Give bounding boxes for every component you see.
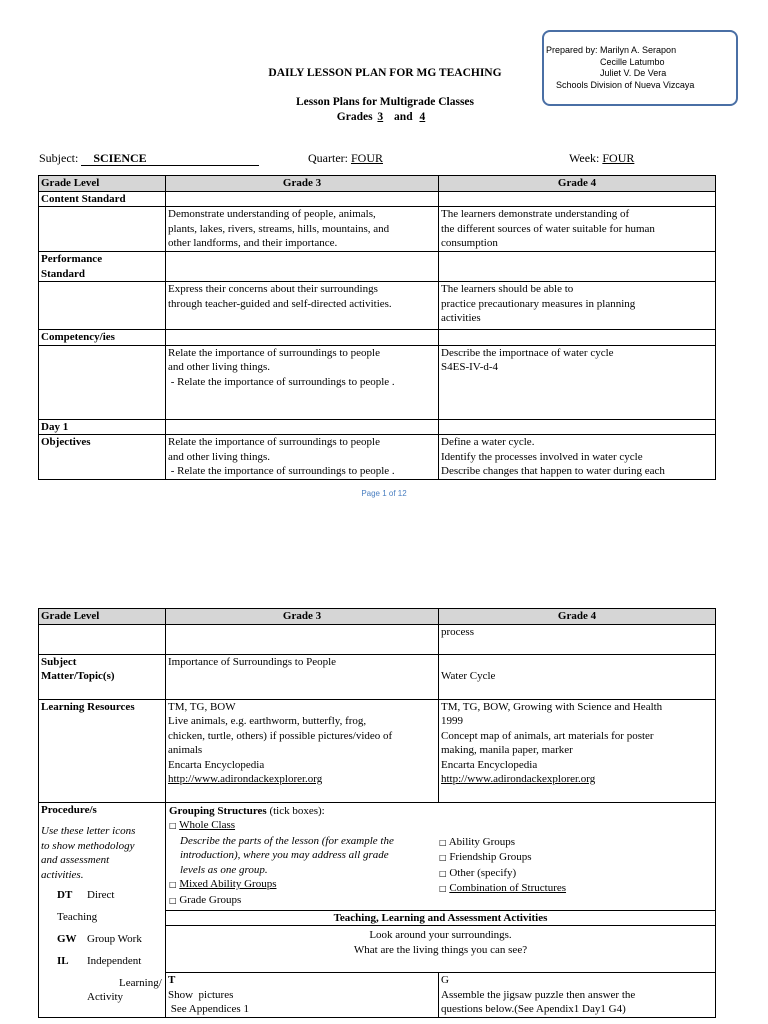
grades-line	[150, 110, 620, 125]
checkbox-whole-class[interactable]: □ Whole Class	[169, 819, 236, 831]
prepared-by-line: Cecille Latumbo	[600, 56, 665, 67]
quarter-field	[308, 151, 383, 166]
week-field	[569, 151, 634, 166]
resource-link[interactable]: http://www.adirondackexplorer.org	[441, 773, 596, 785]
checkbox-other[interactable]: □ Other (specify)	[439, 866, 517, 879]
resource-link[interactable]: http://www.adirondackexplorer.org	[168, 773, 323, 785]
lesson-plan-table-2	[38, 608, 716, 1018]
checkbox-friendship-groups[interactable]: □ Friendship Groups	[439, 851, 532, 863]
document-title: DAILY LESSON PLAN FOR MG TEACHING	[268, 67, 502, 79]
col-grade-3: Grade 3	[166, 176, 439, 192]
prepared-by-line: Prepared by: Marilyn A. Serapon	[546, 45, 677, 55]
quarter-value: FOUR	[350, 151, 383, 165]
page-number: Page 1 of 12	[361, 489, 407, 498]
prepared-by-line: Schools Division of Nueva Vizcaya	[556, 79, 695, 90]
objectives-g3: Relate the importance of surroundings to people and other living things. - Relate the importance of surroundings to people .	[166, 435, 439, 480]
objectives-g4-continued: process	[439, 624, 716, 654]
checkbox-grade-groups[interactable]: □ Grade Groups	[169, 893, 242, 906]
performance-standard-g3: Express their concerns about their surroundings through teacher-guided and self-directed activities.	[166, 282, 439, 330]
competency-g3: Relate the importance of surroundings to people and other living things. - Relate the importance of surroundings to people .	[166, 345, 439, 419]
checkbox-mixed-ability[interactable]: □ Mixed Ability Groups	[169, 878, 277, 890]
tla-intro: Look around your surroundings. What are the living things you can see?	[166, 926, 716, 973]
col-grade-4: Grade 4	[439, 176, 716, 192]
activity-g4: G Assemble the jigsaw puzzle then answer the questions below.(See Apendix1 Day1 G4)	[439, 973, 716, 1018]
objectives-g4: Define a water cycle. Identify the processes involved in water cycle Describe changes that happen to water during each	[439, 435, 716, 480]
procedure-label: Procedure/s	[41, 803, 97, 816]
content-standard-g4: The learners demonstrate understanding of the different sources of water suitable for human consumption	[439, 207, 716, 252]
week-value: FOUR	[602, 151, 635, 165]
col-grade-3: Grade 3	[166, 609, 439, 625]
subject-matter-label: Subject Matter/Topic(s)	[39, 654, 166, 699]
lesson-plan-table-1	[38, 175, 716, 480]
checkbox-combination[interactable]: □ Combination of Structures	[439, 882, 567, 894]
procedure-cell	[39, 802, 166, 1018]
procedure-note: Use these letter icons to show methodology and assessment activities.	[41, 825, 136, 881]
competency-g4: Describe the importnace of water cycle S4ES-IV-d-4	[439, 345, 716, 419]
grade-a: 3	[377, 111, 384, 123]
learning-resources-label: Learning Resources	[39, 699, 166, 802]
performance-standard-label: Performance Standard	[39, 252, 166, 282]
competency-label: Competency/ies	[39, 330, 166, 346]
week-label: Week:	[569, 151, 600, 165]
checkbox-ability-groups[interactable]: □ Ability Groups	[439, 835, 516, 848]
learning-resources-g3: TM, TG, BOW Live animals, e.g. earthworm, butterfly, frog, chicken, turtle, others) if possible pictures/video of animals Encarta Encyclopedia http://www.adirondackexplorer.org	[166, 699, 439, 802]
prepared-by-line: Juliet V. De Vera	[600, 68, 667, 78]
objectives-label: Objectives	[39, 435, 166, 480]
subject-value: SCIENCE	[81, 152, 259, 166]
grouping-description: Describe the parts of the lesson (for example the introduction), where you may address all grade levels as one group.	[180, 834, 394, 876]
content-standard-g3: Demonstrate understanding of people, animals, plants, lakes, rivers, streams, hills, mountains, and other landforms, and their importance.	[166, 207, 439, 252]
grouping-right	[437, 803, 566, 909]
col-grade-level: Grade Level	[39, 609, 166, 625]
content-standard-label: Content Standard	[39, 191, 166, 207]
col-grade-4: Grade 4	[439, 609, 716, 625]
document-subtitle: Lesson Plans for Multigrade Classes	[295, 96, 475, 108]
grouping-left: Grouping Structures (tick boxes): □ Whole Class Describe the parts of the lesson (for example the introduction), where you may address all grade levels as one group. □ Mixed Ability Groups □ Grade Groups	[166, 803, 437, 909]
subject-matter-g3: Importance of Surroundings to People	[166, 654, 439, 699]
day-label: Day 1	[39, 419, 166, 435]
tla-heading: Teaching, Learning and Assessment Activities	[166, 910, 716, 926]
grades-prefix: Grades	[336, 111, 373, 123]
col-grade-level: Grade Level	[39, 176, 166, 192]
method-legend: DT Direct Teaching GW Group Work IL Independent Learning/ Activity	[57, 889, 162, 1003]
subject-field	[39, 151, 259, 166]
subject-label: Subject:	[39, 151, 79, 165]
performance-standard-g4: The learners should be able to practice precautionary measures in planning activities	[439, 282, 716, 330]
activity-g3: T Show pictures See Appendices 1	[166, 973, 439, 1018]
grades-and: and	[394, 111, 413, 123]
learning-resources-g4: TM, TG, BOW, Growing with Science and Health 1999 Concept map of animals, art materials for poster making, manila paper, marker Encarta Encyclopedia http://www.adirondackexplorer.org	[439, 699, 716, 802]
subject-matter-g4: Water Cycle	[439, 654, 716, 699]
quarter-label: Quarter:	[308, 151, 348, 165]
grouping-structures-cell	[166, 802, 716, 910]
grade-b: 4	[419, 111, 426, 123]
